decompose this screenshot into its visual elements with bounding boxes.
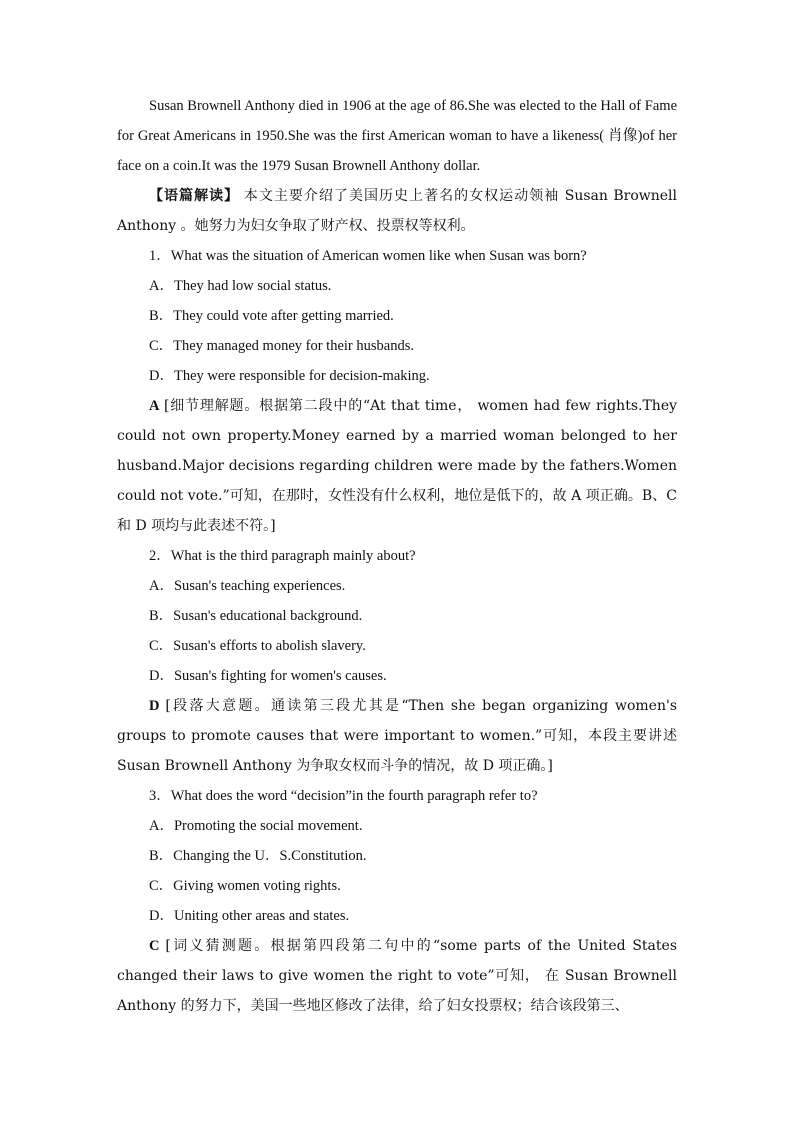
answer-explanation-paragraph xyxy=(117,391,677,541)
question-option: B．Susan's educational background. xyxy=(149,608,363,624)
question-option: D．Uniting other areas and states. xyxy=(149,908,350,924)
question-stem: 3．What does the word “decision”in the fourth paragraph refer to? xyxy=(149,788,538,804)
passage-closing-paragraph: Susan Brownell Anthony died in 1906 at the age of 86.She was elected to the Hall of Fame for Great Americans in 1950.She was the first American woman to have a likeness( 肖像)of her face on a coin.It was the 1979 Susan Brownell Anthony dollar. xyxy=(117,98,677,174)
question-option: B．Changing the U．S.Constitution. xyxy=(149,848,367,864)
question-option: C．They managed money for their husbands. xyxy=(149,338,414,354)
question-option: A．Promoting the social movement. xyxy=(149,818,363,834)
answer-explanation: [词义猜测题。根据第四段第二句中的“some parts of the United States changed their laws to give women the right to vote”可知， 在 Susan Brownell Anthony 的努力下，美国一些地区修改了法律，给了妇女投票权；结合该段第三、 xyxy=(117,938,678,1014)
question-stem: 2．What is the third paragraph mainly about? xyxy=(149,548,416,564)
answer-explanation-paragraph xyxy=(117,931,677,1021)
question-option: D．Susan's fighting for women's causes. xyxy=(149,668,387,684)
interpretation-text: 本文主要介绍了美国历史上著名的女权运动领袖 Susan Brownell Anthony 。她努力为妇女争取了财产权、投票权等权利。 xyxy=(117,188,678,234)
question-option: C．Susan's efforts to abolish slavery. xyxy=(149,638,366,654)
question-option: A．They had low social status. xyxy=(149,278,332,294)
question-option: D．They were responsible for decision-making. xyxy=(149,368,430,384)
interpretation-paragraph xyxy=(117,181,677,241)
answer-letter: D xyxy=(149,698,160,714)
document-page xyxy=(117,91,677,1021)
question-option: B．They could vote after getting married. xyxy=(149,308,394,324)
question-stem: 1．What was the situation of American women like when Susan was born? xyxy=(149,248,587,264)
answer-explanation: [段落大意题。通读第三段尤其是“Then she began organizing women's groups to promote causes that were important to women.”可知，本段主要讲述 Susan Brownell Anthony 为争取女权而斗争的情况，故 D 项正确。] xyxy=(117,698,678,774)
question-option: C．Giving women voting rights. xyxy=(149,878,341,894)
answer-explanation: [细节理解题。根据第二段中的“At that time， women had few rights.They could not own property.Money earned by a married woman belonged to her husband.Major decisions regarding children were made by the fathers.Women could not vote.”可知，在那时，女性没有什么权利，地位是低下的，故 A 项正确。B、C 和 D 项均与此表述不符。] xyxy=(117,398,678,534)
interpretation-heading: 【语篇解读】 xyxy=(149,188,240,204)
answer-explanation-paragraph xyxy=(117,691,677,781)
question-option: A．Susan's teaching experiences. xyxy=(149,578,346,594)
answer-letter: C xyxy=(149,938,160,954)
answer-letter: A xyxy=(149,398,160,414)
